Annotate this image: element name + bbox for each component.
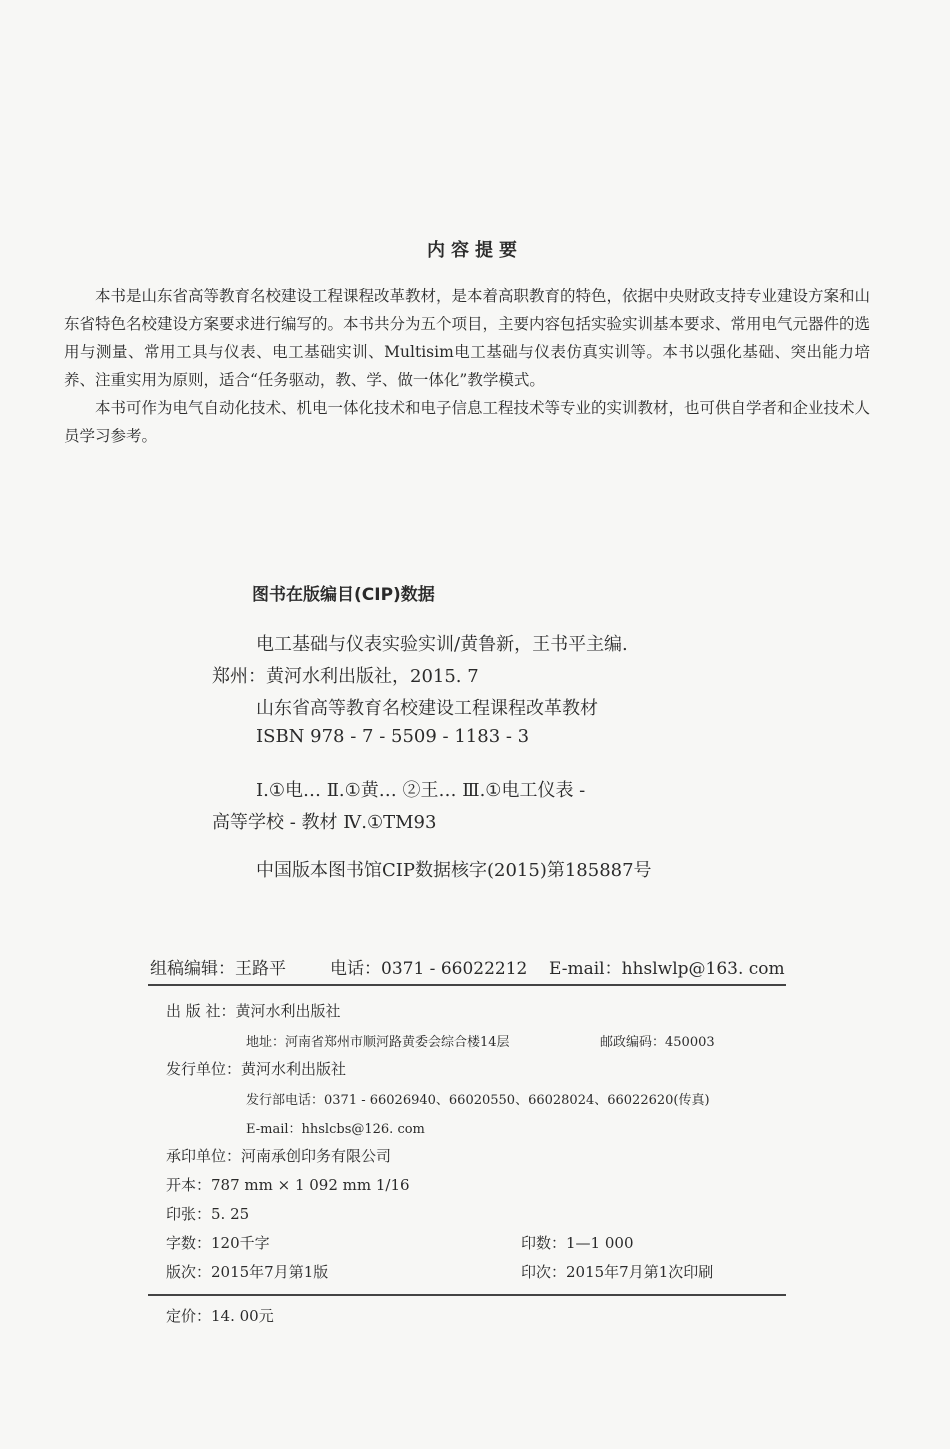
cip-series: 山东省高等教育名校建设工程课程改革教材 [256, 698, 598, 719]
cip-title: 图书在版编目(CIP)数据 [252, 585, 435, 605]
distributor-email: E-mail：hhslcbs@126. com [246, 1122, 425, 1137]
bottom-rule [148, 1294, 786, 1296]
editor-email: E-mail：hhslwlp@163. com [549, 959, 785, 979]
cip-publisher-line: 郑州：黄河水利出版社，2015. 7 [212, 666, 479, 687]
distributor: 发行单位：黄河水利出版社 [166, 1060, 347, 1078]
cip-classification-1: Ⅰ.①电… Ⅱ.①黄… ②王… Ⅲ.①电工仪表 - [256, 780, 586, 801]
summary-body [64, 282, 870, 450]
format: 开本：787 mm × 1 092 mm 1/16 [166, 1176, 410, 1194]
summary-paragraph-1: 本书是山东省高等教育名校建设工程课程改革教材，是本着高职教育的特色，依据中央财政支持专业建设方案和山东省特色名校建设方案要求进行编写的。本书共分为五个项目，主要内容包括实验实训基本要求、常用电气元器件的选用与测量、常用工具与仪表、电工基础实训、Multisim电工基础与仪表仿真实训等。本书以强化基础、突出能力培养、注重实用为原则，适合“任务驱动，教、学、做一体化”教学模式。 [64, 287, 871, 389]
printer: 承印单位：河南承创印务有限公司 [166, 1147, 392, 1165]
editor-credit: 组稿编辑：王路平 [150, 959, 286, 979]
distributor-phone: 发行部电话：0371 - 66026940、66020550、66028024、66022620(传真) [246, 1093, 710, 1108]
publisher-address: 地址：河南省郑州市顺河路黄委会综合楼14层 [246, 1035, 510, 1050]
cip-isbn: ISBN 978 - 7 - 5509 - 1183 - 3 [256, 726, 530, 747]
price: 定价：14. 00元 [166, 1307, 274, 1325]
cip-book-title: 电工基础与仪表实验实训/黄鲁新，王书平主编. [256, 634, 628, 655]
cip-classification-2: 高等学校 - 教材 Ⅳ.①TM93 [212, 812, 437, 833]
print-copies: 印数：1—1 000 [521, 1234, 634, 1252]
summary-paragraph-2: 本书可作为电气自动化技术、机电一体化技术和电子信息工程技术等专业的实训教材，也可供自学者和企业技术人员学习参考。 [64, 399, 871, 445]
summary-title: 内容提要 [427, 240, 523, 261]
cip-record: 中国版本图书馆CIP数据核字(2015)第185887号 [256, 860, 652, 881]
printing: 印次：2015年7月第1次印刷 [521, 1263, 714, 1281]
publisher-postcode: 邮政编码：450003 [600, 1035, 715, 1050]
sheets: 印张：5. 25 [166, 1205, 250, 1223]
editor-phone: 电话：0371 - 66022212 [330, 959, 528, 979]
word-count: 字数：120千字 [166, 1234, 270, 1252]
publisher: 出 版 社：黄河水利出版社 [166, 1002, 341, 1020]
edition: 版次：2015年7月第1版 [166, 1263, 329, 1281]
top-rule [148, 984, 786, 986]
